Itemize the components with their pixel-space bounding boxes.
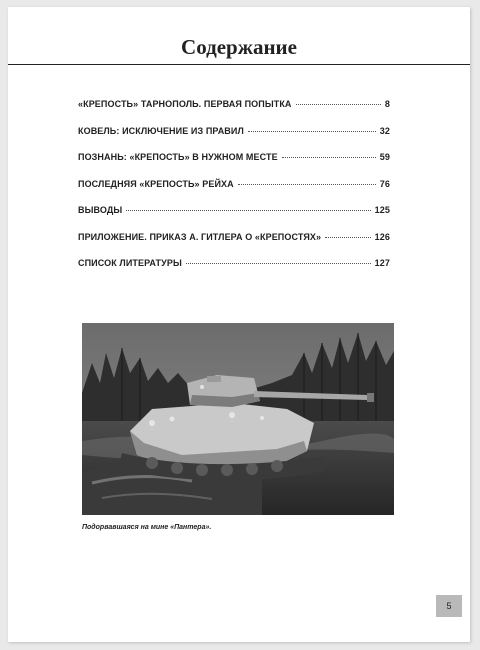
toc-leader — [126, 210, 370, 211]
toc-leader — [238, 184, 376, 185]
toc-leader — [296, 104, 381, 105]
toc-entry-label: ПОЗНАНЬ: «КРЕПОСТЬ» В НУЖНОМ МЕСТЕ — [78, 152, 278, 162]
toc-entry[interactable] — [78, 126, 390, 153]
toc-leader — [325, 237, 371, 238]
toc-leader — [282, 157, 376, 158]
toc-entry[interactable] — [78, 205, 390, 232]
toc-entry-page: 59 — [379, 152, 390, 162]
title-rule — [8, 64, 470, 65]
toc-entry-page: 8 — [384, 99, 390, 109]
toc-entry-label: ПОСЛЕДНЯЯ «КРЕПОСТЬ» РЕЙХА — [78, 178, 234, 189]
page-number — [436, 595, 462, 617]
page-number-label: 5 — [446, 601, 452, 611]
toc-entry[interactable] — [78, 152, 390, 179]
toc-entry[interactable] — [78, 258, 390, 285]
table-of-contents — [78, 99, 390, 285]
toc-entry-page: 126 — [374, 231, 390, 242]
toc-entry-page: 76 — [379, 178, 390, 189]
toc-entry[interactable] — [78, 179, 390, 206]
toc-leader — [248, 131, 376, 132]
toc-leader — [186, 263, 371, 264]
tank-photo-image — [82, 323, 394, 515]
tank-photo — [82, 323, 394, 515]
toc-entry-label: ВЫВОДЫ — [78, 205, 123, 215]
toc-entry-label: СПИСОК ЛИТЕРАТУРЫ — [78, 258, 182, 268]
toc-entry-label: ПРИЛОЖЕНИЕ. ПРИКАЗ А. ГИТЛЕРА О «КРЕПОСТЯХ» — [78, 231, 322, 242]
toc-entry-page: 125 — [374, 205, 390, 215]
toc-entry-label: КОВЕЛЬ: ИСКЛЮЧЕНИЕ ИЗ ПРАВИЛ — [78, 125, 244, 136]
toc-entry-page: 32 — [379, 125, 390, 136]
book-page — [8, 7, 470, 642]
toc-entry-label: «КРЕПОСТЬ» ТАРНОПОЛЬ. ПЕРВАЯ ПОПЫТКА — [78, 99, 292, 109]
toc-entry[interactable] — [78, 232, 390, 259]
photo-caption: Подорвавшаяся на мине «Пантера». — [82, 524, 212, 531]
toc-entry[interactable] — [78, 99, 390, 126]
toc-entry-page: 127 — [374, 258, 390, 268]
page-title: Содержание — [181, 35, 297, 59]
